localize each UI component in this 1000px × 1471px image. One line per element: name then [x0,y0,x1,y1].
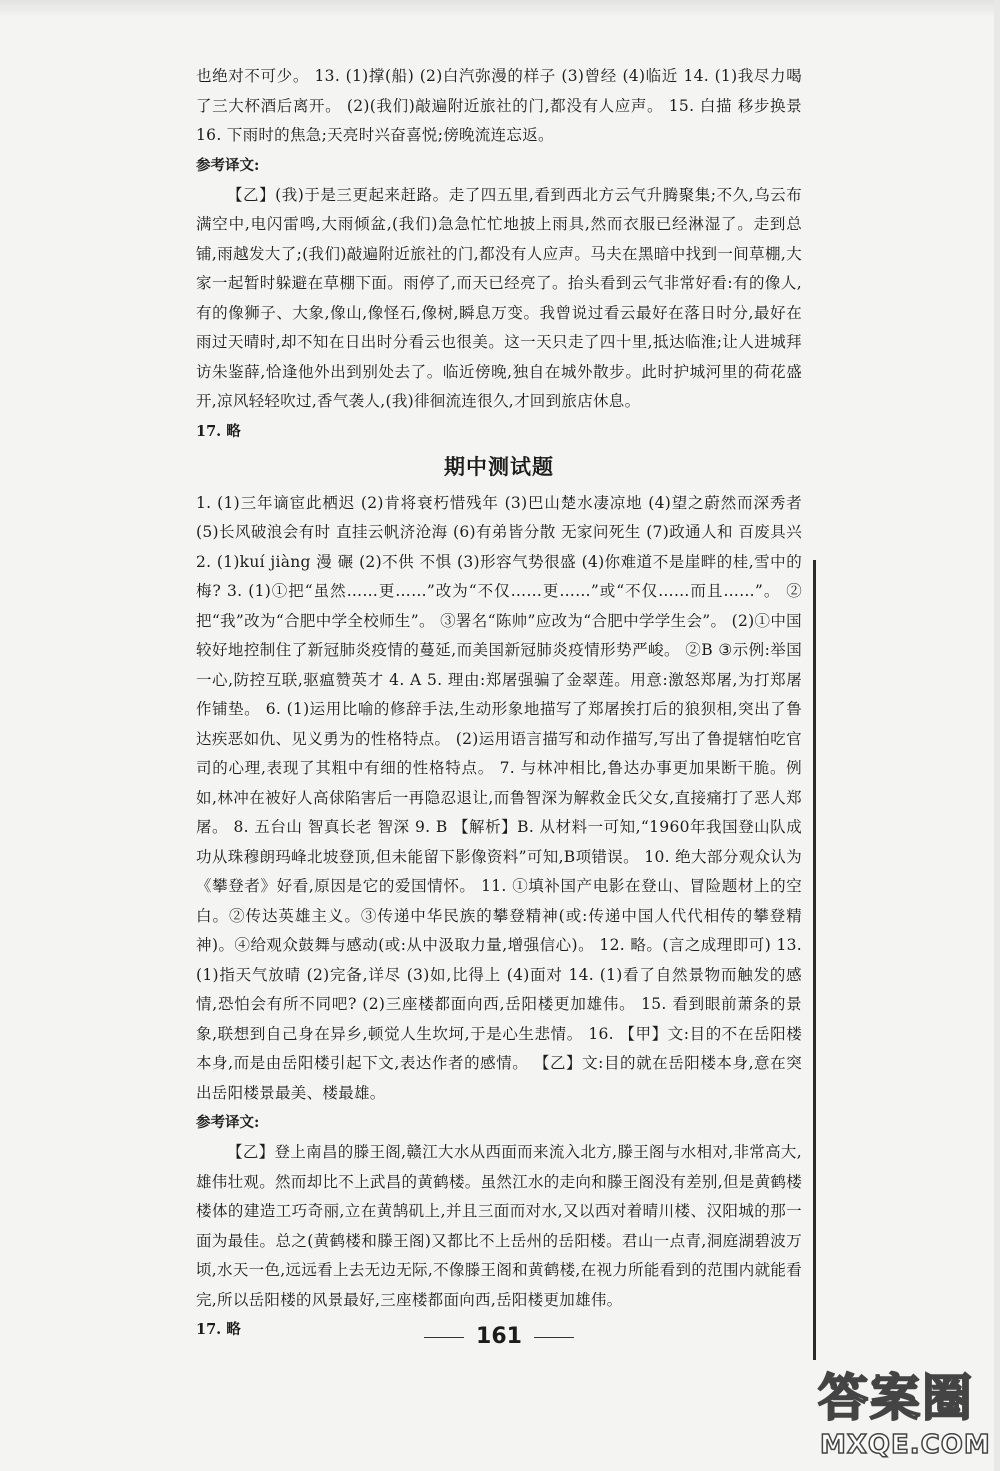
watermark-main-text: 答案圈 [818,1369,974,1427]
section-title: 期中测试题 [444,454,554,479]
reference-translation: 【乙】登上南昌的滕王阁,赣江大水从西面而来流入北方,滕王阁与水相对,非常高大,雄伟壮观。然而却比不上武昌的黄鹤楼。虽然江水的走向和滕王阁没有差别,但是黄鹤楼楼体的建造工巧奇丽,立在黄鹄矶上,并且三面而对水,又以西对着晴川楼、汉阳城的那一面为最佳。总之(黄鹤楼和滕王阁)又都比不上岳州的岳阳楼。君山一点青,洞庭湖碧波万顷,水天一色,远远看上去无边无际,不像滕王阁和黄鹤楼,在视力所能看到的范围内就能看完,所以岳阳楼的风景最好,三座楼都面向西,岳阳楼更加雄伟。 [196,1143,802,1309]
midterm-answers: 1. (1)三年谪宦此栖迟 (2)肯将衰朽惜残年 (3)巴山楚水凄凉地 (4)望之蔚然而深秀者 (5)长风破浪会有时 直挂云帆济沧海 (6)有弟皆分散 无家问死生 (7)政通人和 百废具兴 2. (1)kuí jiàng 漫 碾 (2)不供 不惧 (3)形容气势很盛 (4)你难道不是崖畔的桂,雪中的梅? 3. (1)①把“虽然……更……”改为“不仅……更……”或“不仅……而且……”。 ②把“我”改为“合肥中学全校师生”。 ③署名“陈帅”应改为“合肥中学学生会”。 (2)①中国较好地控制住了新冠肺炎疫情的蔓延,而美国新冠肺炎疫情形势严峻。 ②B ③示例:举国一心,防控互联,驱瘟赞英才 4. A 5. 理由:郑屠强骗了金翠莲。用意:激怒郑屠,为打郑屠作铺垫。 6. (1)运用比喻的修辞手法,生动形象地描写了郑屠挨打后的狼狈相,突出了鲁达疾恶如仇、见义勇为的性格特点。 (2)运用语言描写和动作描写,写出了鲁提辖怕吃官司的心理,表现了其粗中有细的性格特点。 7. 与林冲相比,鲁达办事更加果断干脆。例如,林冲在被好人高俅陷害后一再隐忍退让,而鲁智深为解救金氏父女,直接痛打了恶人郑屠。 8. 五台山 智真长老 智深 9. B 【解析】B. 从材料一可知,“1960年我国登山队成功从珠穆朗玛峰北坡登顶,但未能留下影像资料”可知,B项错误。 10. 绝大部分观众认为《攀登者》好看,原因是它的爱国情怀。 11. ①填补国产电影在登山、冒险题材上的空白。②传达英雄主义。③传递中华民族的攀登精神(或:传递中国人代代相传的攀登精神)。④给观众鼓舞与感动(或:从中汲取力量,增强信心)。 12. 略。(言之成理即可) 13. (1)指天气放晴 (2)完备,详尽 (3)如,比得上 (4)面对 14. (1)看了自然景物而触发的感情,恐怕会有所不同吧? (2)三座楼都面向西,岳阳楼更加雄伟。 15. 看到眼前萧条的景象,联想到自己身在异乡,顿觉人生坎坷,于是心生悲情。 16. 【甲】文:目的不在岳阳楼本身,而是由岳阳楼引起下文,表达作者的感情。 【乙】文:目的就在岳阳楼本身,意在突出岳阳楼景最美、楼最雄。 [196,493,802,1102]
item-17: 17. 略 [196,1321,241,1338]
scan-edge [0,0,1000,18]
reference-translation-label: 参考译文: [196,156,260,174]
page-number [196,1324,802,1349]
reference-translation-label: 参考译文: [196,1114,260,1131]
watermark-url-text: MXQE.COM [820,1430,991,1460]
answers-continued: 也绝对不可少。 13. (1)撑(船) (2)白汽弥漫的样子 (3)曾经 (4)临近 14. (1)我尽力喝了三大杯酒后离开。 (2)(我们)敲遍附近旅社的门,都没有人应声。 15. 白描 移步换景 16. 下雨时的焦急;天亮时兴奋喜悦;傍晚流连忘返。 [196,67,802,144]
book-spine-shadow [813,560,816,1360]
answer-page [196,62,802,1349]
item-17: 17. 略 [196,422,241,440]
dash-right [534,1337,574,1338]
reference-translation: 【乙】(我)于是三更起来赶路。走了四五里,看到西北方云气升腾聚集;不久,乌云布满空中,电闪雷鸣,大雨倾盆,(我们)急急忙忙地披上雨具,然而衣服已经淋湿了。走到总铺,雨越发大了;(我们)敲遍附近旅社的门,都没有人应声。马夫在黑暗中找到一间草棚,大家一起暂时躲避在草棚下面。雨停了,而天已经亮了。抬头看到云气非常好看:有的像人,有的像狮子、大象,像山,像怪石,像树,瞬息万变。我曾说过看云最好在落日时分,最好在雨过天晴时,却不知在日出时分看云也很美。这一天只走了四十里,抵达临淮;让人进城拜访朱鉴薛,恰逢他外出到别处去了。临近傍晚,独自在城外散步。此时护城河里的荷花盛开,凉风轻轻吹过,香气袭人,(我)徘徊流连很久,才回到旅店休息。 [196,185,802,410]
page-number-text: 161 [476,1324,522,1349]
dash-left [424,1337,464,1338]
watermark-logo [818,1368,996,1468]
scan-edge-right [994,0,1000,1471]
